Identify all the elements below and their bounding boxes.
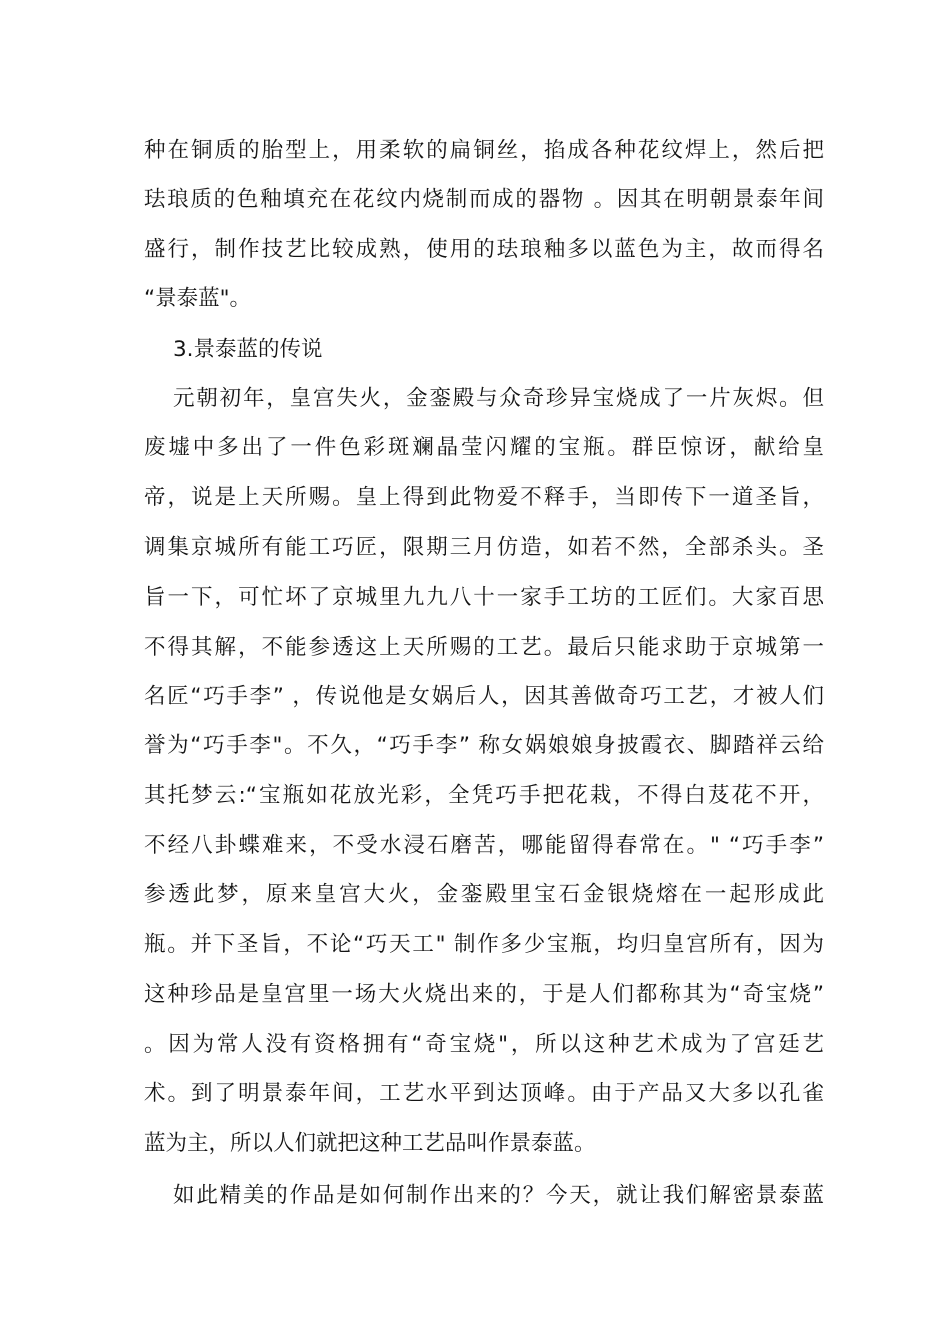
text-line: 术。到了明景泰年间，工艺水平到达顶峰。由于产品又大多以孔雀 (144, 1081, 824, 1106)
text-line: 废墟中多出了一件色彩斑斓晶莹闪耀的宝瓶。群臣惊讶，献给皇 (144, 435, 824, 460)
text-line: “景泰蓝"。 (144, 286, 252, 311)
text-line: 不得其解，不能参透这上天所赐的工艺。最后只能求助于京城第一 (144, 635, 824, 660)
text-line: 帝，说是上天所赐。皇上得到此物爱不释手，当即传下一道圣旨， (144, 485, 824, 510)
text-line: 蓝为主，所以人们就把这种工艺品叫作景泰蓝。 (144, 1131, 596, 1156)
text-line: 调集京城所有能工巧匠，限期三月仿造，如若不然，全部杀头。圣 (144, 535, 824, 560)
text-line: 瓶。并下圣旨，不论“巧天工" 制作多少宝瓶，均归皇宫所有，因为 (144, 932, 824, 957)
text-line: 不经八卦蝶难来，不受水浸石磨苦，哪能留得春常在。" “巧手李” (144, 833, 824, 858)
text-line: 其托梦云:“宝瓶如花放光彩，全凭巧手把花栽，不得白芨花不开， (144, 783, 824, 808)
text-line: 珐琅质的色釉填充在花纹内烧制而成的器物 。因其在明朝景泰年间 (144, 187, 824, 212)
text-line: 。因为常人没有资格拥有“奇宝烧"，所以这种艺术成为了宫廷艺 (144, 1032, 824, 1057)
text-line: 誉为“巧手李"。不久，“巧手李” 称女娲娘娘身披霞衣、脚踏祥云给 (144, 733, 824, 758)
section-heading: 3.景泰蓝的传说 (173, 337, 323, 362)
text-line: 旨一下，可忙坏了京城里九九八十一家手工坊的工匠们。大家百思 (144, 585, 824, 610)
text-line: 参透此梦，原来皇宫大火，金銮殿里宝石金银烧熔在一起形成此 (144, 882, 824, 907)
text-line: 种在铜质的胎型上，用柔软的扁铜丝，掐成各种花纹焊上，然后把 (144, 138, 824, 163)
text-line: 如此精美的作品是如何制作出来的？今天，就让我们解密景泰蓝 (173, 1183, 824, 1208)
text-line: 元朝初年，皇宫失火，金銮殿与众奇珍异宝烧成了一片灰烬。但 (173, 386, 824, 411)
text-line: 名匠“巧手李” ，传说他是女娲后人，因其善做奇巧工艺，才被人们 (144, 684, 824, 709)
text-line: 这种珍品是皇宫里一场大火烧出来的，于是人们都称其为“奇宝烧” (144, 982, 824, 1007)
text-line: 盛行，制作技艺比较成熟，使用的珐琅釉多以蓝色为主，故而得名 (144, 237, 824, 262)
